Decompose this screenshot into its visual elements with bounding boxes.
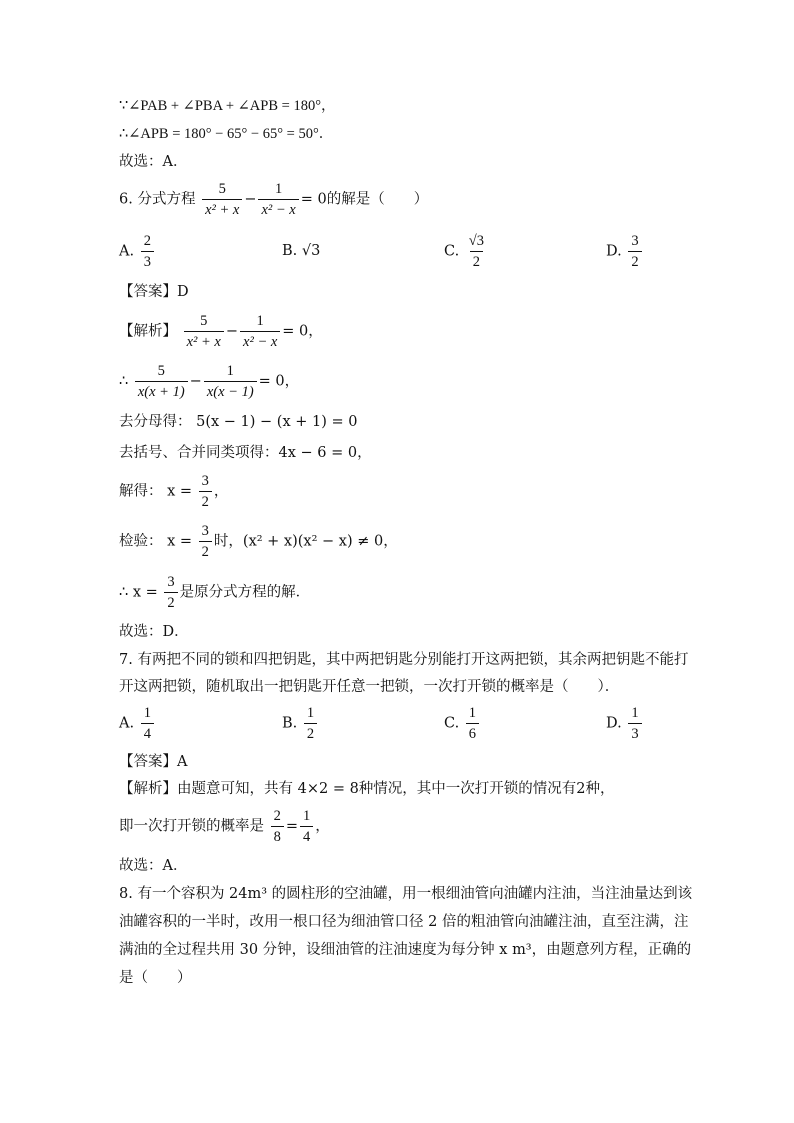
q7-analysis: 【解析】由题意可知，共有 4×2 = 8种情况，其中一次打开锁的情况有2种， <box>119 781 615 797</box>
q6-analysis-step-7: ∴ x = $\frac{3}{2}$ 是原分式方程的解． <box>119 574 311 611</box>
q7-option-b: B. $\frac{1}{2}$ <box>282 704 319 743</box>
question-8-stem-line-3: 满油的全过程共用 30 分钟，设细油管的注油速度为每分钟 x m³，由题意列方程，正确的 <box>119 942 692 958</box>
question-7-stem-line-1: 7. 有两把不同的锁和四把钥匙，其中两把钥匙分别能打开这两把锁，其余两把钥匙不能打 <box>119 652 689 668</box>
q6-analysis-step-1: 【解析】 $\frac{5}{\text{x² + x}}$ − $\frac{1}{\text{x² − x}}$ = 0， <box>119 313 323 350</box>
question-8-stem-line-4: 是（ ） <box>119 970 192 986</box>
q6-prefix: 6. 分式方程 <box>119 191 196 208</box>
q6-fraction-2: $\frac{1}{\text{x² − x}}$ <box>258 180 298 219</box>
q6-option-b: B. √3 <box>282 243 321 259</box>
question-6-stem <box>119 180 428 219</box>
q6-analysis-step-3: 去分母得： 5(x − 1) − (x + 1) = 0 <box>119 414 358 430</box>
choice-line-q5: 故选：A． <box>119 154 188 170</box>
q6-answer: 【答案】D <box>119 284 189 300</box>
question-7-stem-line-2: 开这两把锁，随机取出一把钥匙开任意一把锁，一次打开锁的概率是（ ）． <box>119 679 620 695</box>
q6-option-d: D. $\frac{3}{2}$ <box>606 232 644 271</box>
q6-choice: 故选：D． <box>119 624 189 640</box>
q7-option-d: D. $\frac{1}{3}$ <box>606 704 644 743</box>
q6-analysis-step-5: 解得： x = $\frac{3}{2}$ ， <box>119 473 229 510</box>
reasoning-line-1: ∵∠PAB + ∠PBA + ∠APB = 180°， <box>119 98 336 114</box>
q7-option-c: C. $\frac{1}{6}$ <box>444 704 481 743</box>
reasoning-line-2: ∴∠APB = 180° − 65° − 65° = 50°． <box>119 126 334 142</box>
q7-choice: 故选：A． <box>119 858 188 874</box>
q6-suffix: = 0的解是（ ） <box>300 191 429 208</box>
question-8-stem-line-1: 8. 有一个容积为 24m³ 的圆柱形的空油罐，用一根细油管向油罐内注油，当注油量达到该 <box>119 886 693 902</box>
q6-analysis-step-2: ∴ $\frac{5}{x(x + 1)}$ − $\frac{1}{x(x - 1)}$ = 0， <box>119 363 300 400</box>
q6-analysis-step-6: 检验： x = $\frac{3}{2}$ 时，(x² + x)(x² − x) ≠ 0， <box>119 523 398 560</box>
question-8-stem-line-2: 油罐容积的一半时，改用一根口径为细油管口径 2 倍的粗油管向油罐注油，直至注满，注 <box>119 914 689 930</box>
q6-analysis-step-4: 去括号、合并同类项得：4x − 6 = 0， <box>119 445 372 461</box>
q7-probability-line: 即一次打开锁的概率是 $\frac{2}{8}$ = $\frac{1}{4}$ ， <box>119 808 330 845</box>
q6-option-a: A. $\frac{2}{3}$ <box>119 232 156 271</box>
q7-option-a: A. $\frac{1}{4}$ <box>119 704 156 743</box>
q6-option-c: C. $\frac{√3}{2}$ <box>444 233 485 270</box>
q6-fraction-1: $\frac{5}{\text{x² + x}}$ <box>202 180 242 219</box>
q6-minus: − <box>244 191 257 208</box>
q7-answer: 【答案】A <box>119 754 188 770</box>
